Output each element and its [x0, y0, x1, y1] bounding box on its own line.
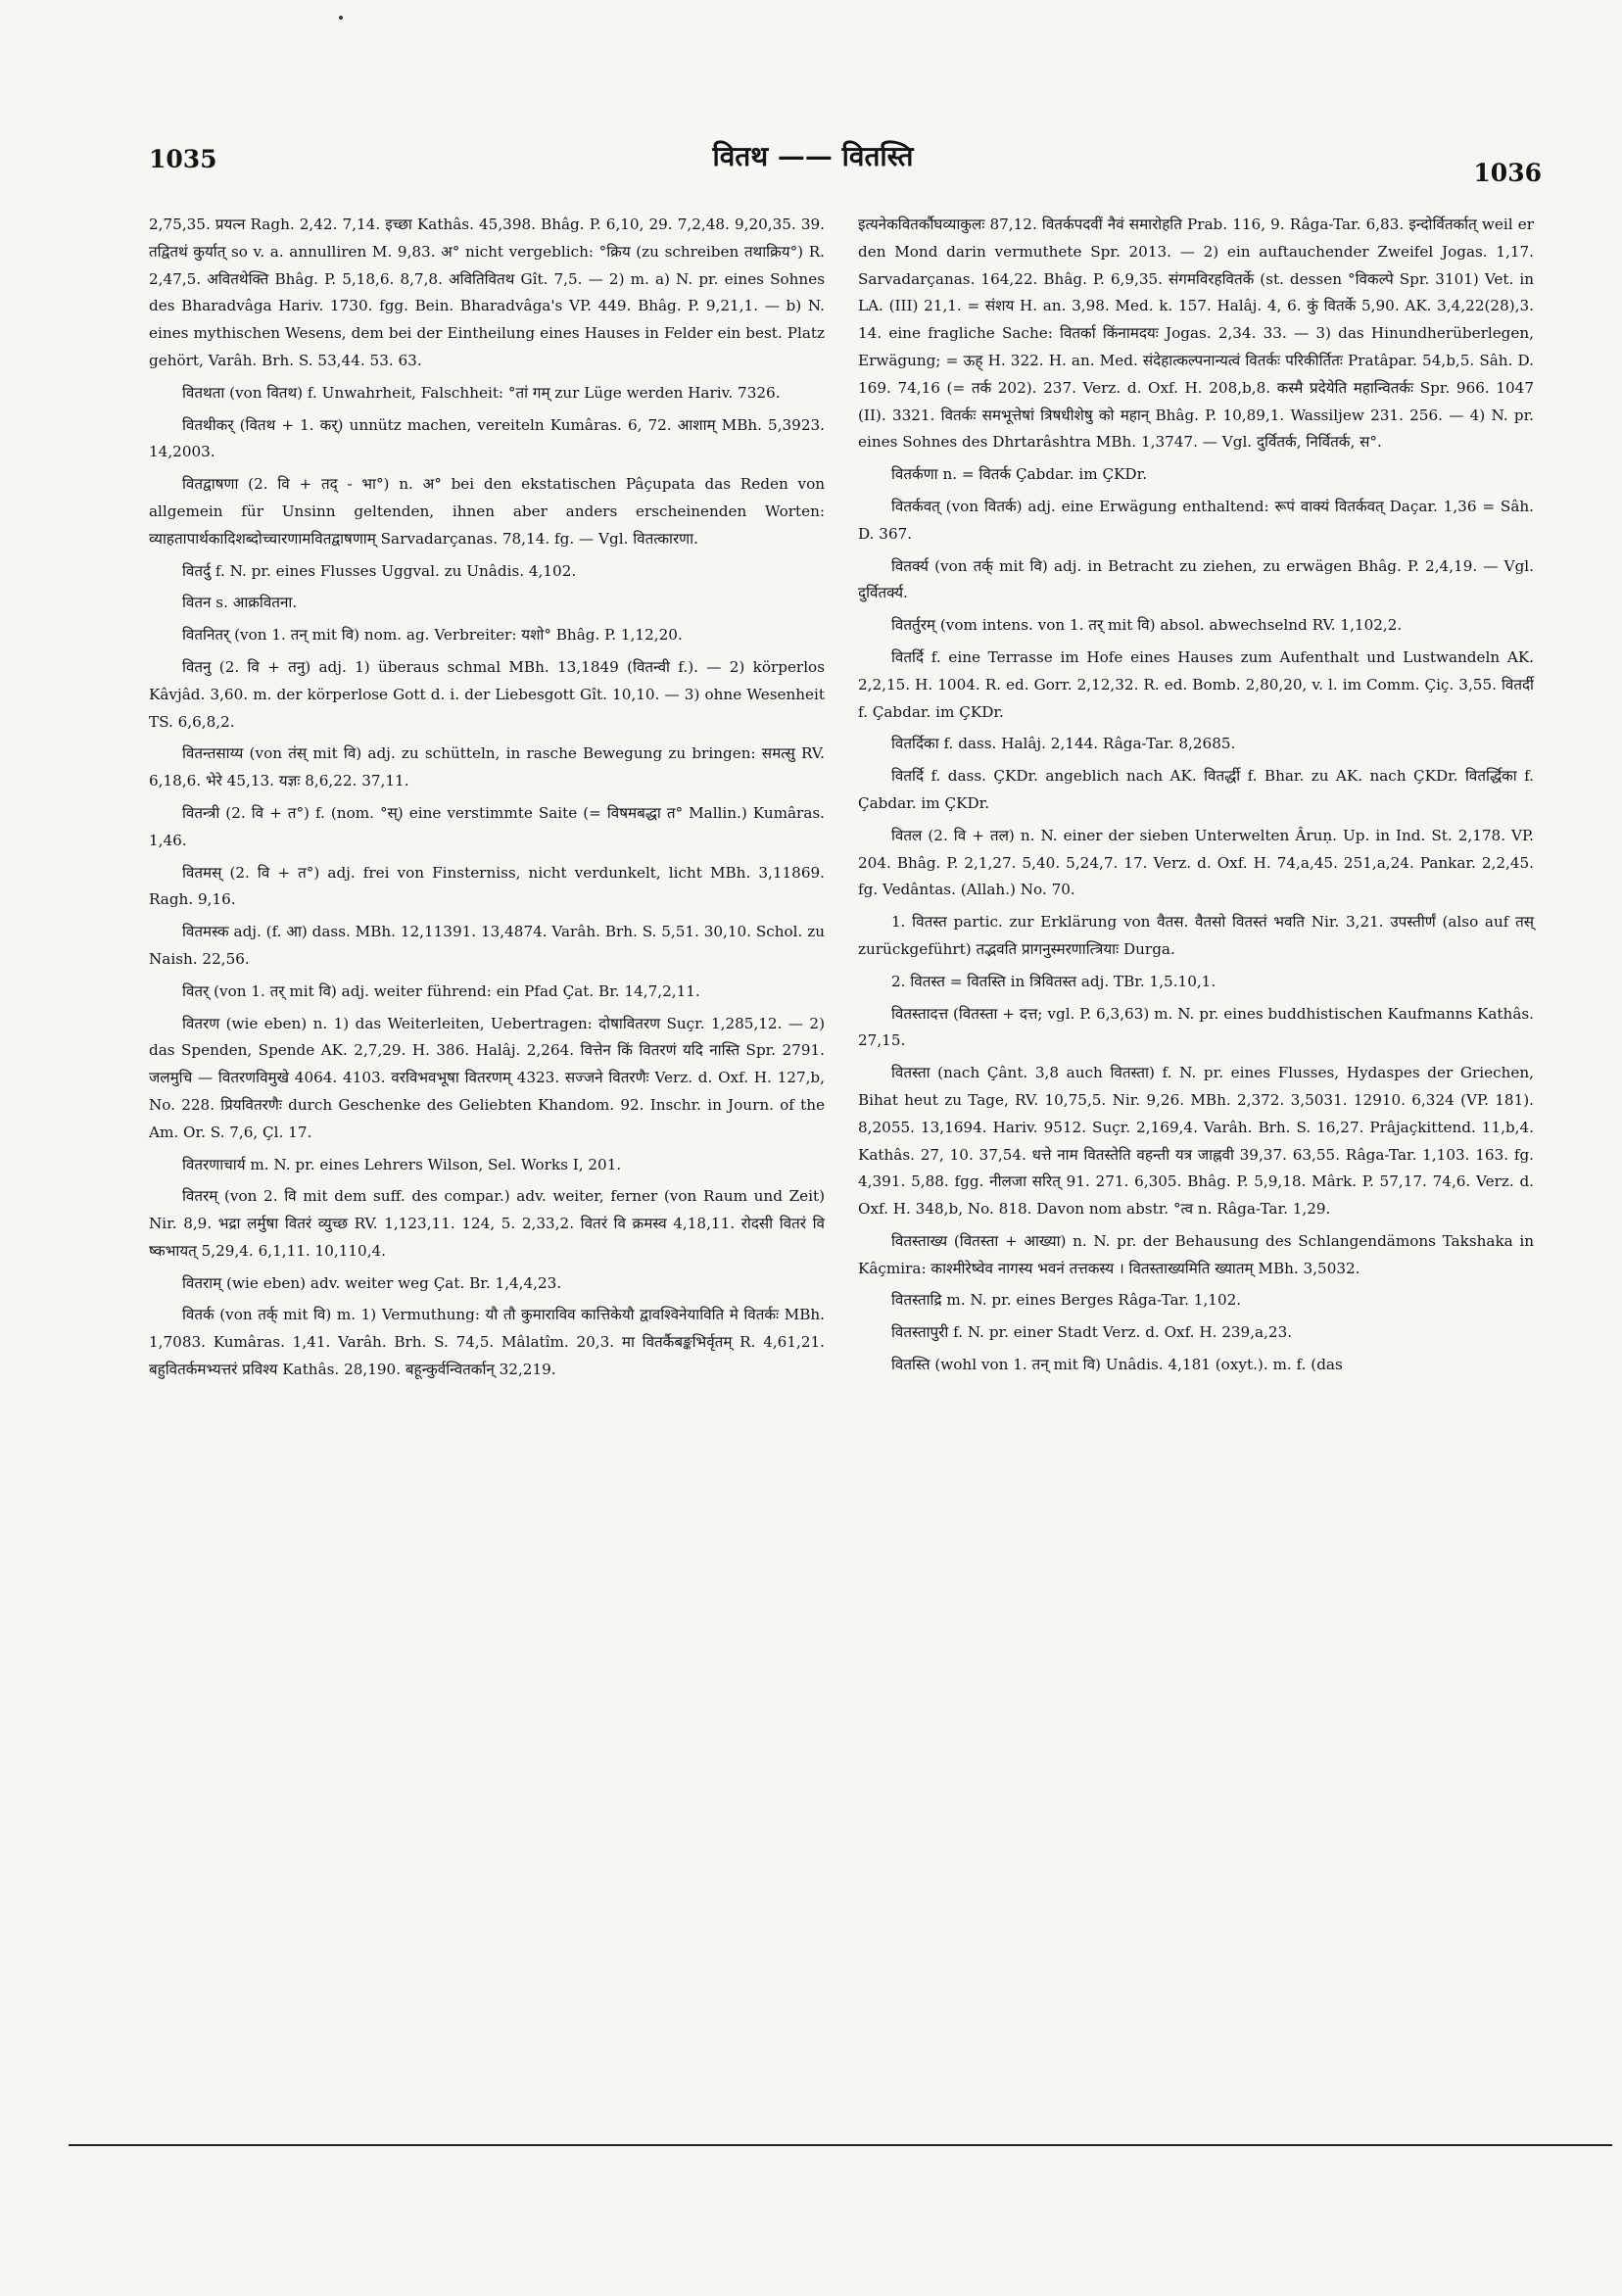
entry-vitaram-adv: वितराम् (wie eben) adv. weiter weg Çat. Br. 1,4,4,23. — [182, 1273, 562, 1292]
entry-vitadbhashana: वितद्वाषणा (2. वि + तद् - भा°) n. अ° bei den ekstatischen Pâçupata das Reden von allgemein für Unsinn geltenden, ihnen aber anders erscheinenden Worten: व्याहतापार्थकादिशब्दोच्चारणामवितद्वाषणाम् Sarvadarçanas. 78,14. fg. — Vgl. वितत्कारणा. — [149, 475, 825, 548]
entry-vitanu: वितनु (2. वि + तनु) adj. 1) überaus schmal MBh. 13,1849 (वितन्वी f.). — 2) körperlos Kâvjâd. 3,60. m. der körperlose Gott d. i. der Liebesgott Gît. 10,10. — 3) ohne Wesenheit TS. 6,6,8,2. — [149, 657, 825, 731]
entry-vitarana: वितरण (wie eben) n. 1) das Weiterleiten, Uebertragen: दोषावितरण Suçr. 1,285,12. — 2) das Spenden, Spende AK. 2,7,29. H. 386. Halâj. 2,264. वित्तेन किं वितरणं यदि नास्ति Spr. 2791. जलमुचि — वितरणविमुखे 4064. 4103. वरविभवभूषा वितरणम् 4323. सज्जने वितरणैः Verz. d. Oxf. H. 127,b, No. 228. प्रियवितरणैः durch Geschenke des Geliebten Khandom. 92. Inschr. in Journ. of the Am. Or. S. 7,6, Çl. 17. — [149, 1014, 825, 1141]
entry-vitathata: वितथता (von वितथ) f. Unwahrheit, Falschheit: °तां गम् zur Lüge werden Hariv. 7326. — [182, 383, 781, 402]
entry-vitardu: वितर्दु f. N. pr. eines Flusses Uggval. zu Unâdis. 4,102. — [182, 561, 577, 580]
entry-vitardi-dass: वितर्दि f. dass. ÇKDr. angeblich nach AK. वितर्द्धी f. Bhar. zu AK. nach ÇKDr. वितर्द्धिका f. Çabdar. im ÇKDr. — [858, 767, 1534, 812]
entry-vitamaska: वितमस्क adj. (f. आ) dass. MBh. 12,11391. 13,4874. Varâh. Brh. S. 5,51. 30,10. Schol. zu Naish. 22,56. — [149, 923, 825, 968]
entry-vitasti: वितस्ति (wohl von 1. तन् mit वि) Unâdis. 4,181 (oxyt.). m. f. (das — [891, 1356, 1343, 1374]
left-column — [149, 212, 825, 1389]
entry-vitarturam: वितर्तुरम् (vom intens. von 1. तर् mit वि) absol. abwechselnd RV. 1,102,2. — [891, 616, 1403, 635]
left-page-number: 1035 — [149, 145, 217, 173]
entry-vitaranacarya: वितरणाचार्य m. N. pr. eines Lehrers Wilson, Sel. Works I, 201. — [182, 1155, 622, 1173]
right-page-number: 1036 — [1473, 159, 1542, 187]
entry-vitarkana: वितर्कणा n. = वितर्क Çabdar. im ÇKDr. — [891, 465, 1148, 484]
bottom-rule — [69, 2144, 1612, 2146]
entry-vitasta-2: 2. वितस्त = वितस्ति in त्रिवितस्त adj. TBr. 1,5.10,1. — [891, 972, 1216, 990]
entry-vitarkavat: वितर्कवत् (von वितर्क) adj. eine Erwägung enthaltend: रूपं वाक्यं वितर्कवत् Daçar. 1,36 = Sâh. D. 367. — [858, 497, 1534, 543]
entry-vitala: वितल (2. वि + तल) n. N. einer der sieben Unterwelten Âruṇ. Up. in Ind. St. 2,178. VP. 204. Bhâg. P. 2,1,27. 5,40. 5,24,7. 17. Verz. d. Oxf. H. 74,a,45. 251,a,24. Pankar. 2,2,45. fg. Vedântas. (Allah.) No. 70. — [858, 826, 1534, 899]
entry-vitana: वितन s. आक्रवितना. — [182, 594, 298, 612]
print-speck — [339, 16, 343, 20]
entry-vitardi: वितर्दि f. eine Terrasse im Hofe eines Hauses zum Aufenthalt und Lustwandeln AK. 2,2,15. H. 1004. R. ed. Gorr. 2,12,32. R. ed. Bomb. 2,80,20, v. l. im Comm. Çiç. 3,55. वितर्दी f. Çabdar. im ÇKDr. — [858, 647, 1534, 721]
entry-vitaram: वितरम् (von 2. वि mit dem suff. des compar.) adv. weiter, ferner (von Raum und Zeit) Nir. 8,9. भद्रा लर्मुषा वितरं व्युच्छ RV. 1,123,11. 124, 5. 2,33,2. वितरं वि क्रमस्व 4,18,11. रोदसी वितरं वि ष्कभायत् 5,29,4. 6,1,11. 10,110,4. — [149, 1187, 825, 1260]
entry-vitathikar: वितथीकर् (वितथ + 1. कर्) unnütz machen, vereiteln Kumâras. 6, 72. आशाम् MBh. 5,3923. 14,2003. — [149, 415, 825, 461]
entry-vitantasayya: वितन्तसाय्य (von तंस् mit वि) adj. zu schütteln, in rasche Bewegung zu bringen: समत्सु RV. 6,18,6. भेरे 45,13. यज्ञः 8,6,22. 37,11. — [149, 744, 825, 790]
entry-vitarka-continued: इत्यनेकवितर्कौघव्याकुलः 87,12. वितर्कपदवीं नैवं समारोहति Prab. 116, 9. Râga-Tar. 6,83. इन्दोर्वितर्कात् weil er den Mond darin vermuthete Spr. 2013. — 2) ein auftauchender Zweifel Jogas. 1,17. Sarvadarçanas. 164,22. Bhâg. P. 6,9,35. संगमविरहवितर्के (st. dessen °विकल्पे Spr. 3101) Vet. in LA. (III) 21,1. = संशय H. an. 3,98. Med. k. 157. Halâj. 4, 6. कुं वितर्के 5,90. AK. 3,4,22(28),3. 14. eine fragliche Sache: वितर्का किंनामदयः Jogas. 2,34. 33. — 3) das Hinundherüberlegen, Erwägung; = ऊह् H. 322. H. an. Med. संदेहात्कल्पनान्यत्वं वितर्कः परिकीर्तितः Pratâpar. 54,b,5. Sâh. D. 169. 74,16 (= तर्क 202). 237. Verz. d. Oxf. H. 208,b,8. कस्मै प्रदेयेति महान्वितर्कः Spr. 966. 1047 (II). 3321. वितर्कः समभूत्तेषां त्रिषधीशेषु को महान् Bhâg. P. 10,89,1. Wassiljew 231. 256. — 4) N. pr. eines Sohnes des Dhrtarâshtra MBh. 1,3747. — Vgl. दुर्वितर्क, निर्वितर्क, स°. — [858, 215, 1534, 452]
entry-vitar: वितर् (von 1. तर् mit वि) adj. weiter führend: ein Pfad Çat. Br. 14,7,2,11. — [182, 981, 700, 1000]
entry-vitastadri: वितस्ताद्रि m. N. pr. eines Berges Râga-Tar. 1,102. — [891, 1291, 1242, 1310]
entry-vitastapuri: वितस्तापुरी f. N. pr. einer Stadt Verz. d. Oxf. H. 239,a,23. — [891, 1323, 1293, 1342]
right-column — [858, 212, 1534, 1384]
entry-vitastadatta: वितस्तादत्त (वितस्ता + दत्त; vgl. P. 6,3,63) m. N. pr. eines buddhistischen Kaufmanns Kathâs. 27,15. — [858, 1004, 1534, 1050]
entry-vitantri: वितन्त्री (2. वि + त°) f. (nom. °स्) eine verstimmte Saite (= विषमबद्धा त° Mallin.) Kumâras. 1,46. — [149, 803, 825, 849]
entry-vitastakhya: वितस्ताख्य (वितस्ता + आख्या) n. N. pr. der Behausung des Schlangendämons Takshaka in Kâçmira: काश्मीरेष्वेव नागस्य भवनं तत्तकस्य । वितस्ताख्यमिति ख्यातम् MBh. 3,5032. — [858, 1231, 1534, 1277]
entry-continuation: 2,75,35. प्रयत्न Ragh. 2,42. 7,14. इच्छा Kathâs. 45,398. Bhâg. P. 6,10, 29. 7,2,48. 9,20,35. 39. तद्वितथं कुर्यात् so v. a. annulliren M. 9,83. अ° nicht vergeblich: °क्रिय (zu schreiben तथाक्रिय°) R. 2,47,5. अवितथेक्ति Bhâg. P. 5,18,6. 8,7,8. अवितिवितथ Gît. 7,5. — 2) m. a) N. pr. eines Sohnes des Bharadvâga Hariv. 1730. fgg. Bein. Bharadvâga's VP. 449. Bhâg. P. 9,21,1. — b) N. eines mythischen Wesens, dem bei der Eintheilung eines Hauses in Felder ein best. Platz gehört, Varâh. Brh. S. 53,44. 53. 63. — [149, 215, 825, 369]
entry-vitanitar: वितनितर् (von 1. तन् mit वि) nom. ag. Verbreiter: यशो° Bhâg. P. 1,12,20. — [182, 626, 683, 645]
entry-vitamas: वितमस् (2. वि + त°) adj. frei von Finsterniss, nicht verdunkelt, licht MBh. 3,11869. Ragh. 9,16. — [149, 863, 825, 909]
running-head: वितथ —— वितस्ति — [712, 140, 914, 172]
entry-vitardika: वितर्दिका f. dass. Halâj. 2,144. Râga-Tar. 8,2685. — [891, 735, 1236, 753]
entry-vitasta-1: 1. वितस्त partic. zur Erklärung von वैतस. वैतसो वितस्तं भवति Nir. 3,21. उपस्तीर्णं (also auf तस् zurückgeführt) तद्भवति प्रागनुस्मरणात्त्रियाः Durga. — [858, 913, 1534, 958]
entry-vitasta-river: वितस्ता (nach Çânt. 3,8 auch वितस्ता) f. N. pr. eines Flusses, Hydaspes der Griechen, Bihat heut zu Tage, RV. 10,75,5. Nir. 9,26. MBh. 2,372. 3,5031. 12910. 6,324 (VP. 181). 8,2055. 13,1694. Hariv. 9512. Suçr. 2,169,4. Varâh. Brh. S. 16,27. Prâjaçkittend. 11,b,4. Kathâs. 27, 10. 37,54. धत्ते नाम वितस्तेति वहन्ती यत्र जाह्नवी 39,37. 63,55. Râga-Tar. 1,103. 163. fg. 4,391. 5,88. fgg. नीलजा सरित् 91. 271. 6,305. Bhâg. P. 5,9,18. Mârk. P. 57,17. 74,6. Verz. d. Oxf. H. 348,b, No. 818. Davon nom abstr. °त्व n. Râga-Tar. 1,29. — [858, 1064, 1534, 1219]
entry-vitarka: वितर्क (von तर्क् mit वि) m. 1) Vermuthung: यौ तौ कुमाराविव कात्तिकेयौ द्वावश्विनेयाविति मे वितर्कः MBh. 1,7083. Kumâras. 1,41. Varâh. Brh. S. 74,5. Mâlatîm. 20,3. मा वितर्कैबङ्कभिर्वृतम् R. 4,61,21. बहुवितर्कमभ्यत्तरं प्रविश्य Kathâs. 28,190. बहून्कुर्वन्वितर्कान् 32,219. — [149, 1306, 825, 1379]
entry-vitarkya: वितर्क्य (von तर्क् mit वि) adj. in Betracht zu ziehen, zu erwägen Bhâg. P. 2,4,19. — Vgl. दुर्वितर्क्य. — [858, 556, 1534, 602]
